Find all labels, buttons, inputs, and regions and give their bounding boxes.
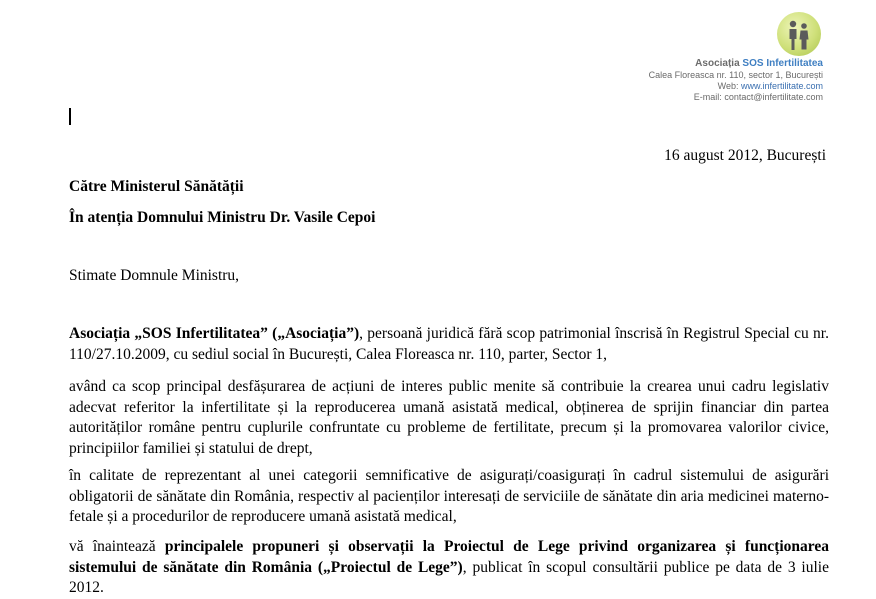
letter-date: 16 august 2012, București <box>664 147 826 164</box>
recipient-line: Către Ministerul Sănătății <box>69 178 244 195</box>
paragraph-3: în calitate de reprezentant al unei categorii semnificative de asigurați/coasigurați în cadrul sistemului de asigurări obligatorii de sănătate din România, respectiv al pacienților interesați de serviciile de sănătate din aria medicinei materno-fetale și a procedurilor de reproducere umană asistată medical, <box>69 467 829 525</box>
org-email: E-mail: contact@infertilitate.com <box>693 92 823 102</box>
text-cursor <box>69 108 71 125</box>
paragraph-1: Asociația „SOS Infertilitatea” („Asociația”), persoană juridică fără scop patrimonial înscrisă în Registrul Special cu nr. 110/27.10.2009, cu sediul social în București, Calea Floreasca nr. 110, parter, Sector 1, <box>69 325 829 363</box>
letterhead <box>573 12 823 104</box>
org-web: Web: www.infertilitate.com <box>717 81 823 91</box>
org-name: Asociația SOS Infertilitatea <box>695 58 823 69</box>
attention-line: În atenția Domnului Ministru Dr. Vasile Cepoi <box>69 209 376 226</box>
paragraph-2: având ca scop principal desfășurarea de acțiuni de interes public menite să contribuie la crearea unui cadru legislativ adecvat referitor la infertilitate și la reproducerea umană asistată medical, obținerea de sprijin financiar din partea autorităților române pentru cuplurile confruntate cu probleme de fertilitate, precum și la promovarea valorilor civice, principiilor familiei și statului de drept, <box>69 378 829 457</box>
org-address: Calea Floreasca nr. 110, sector 1, București <box>648 70 823 80</box>
email-link[interactable]: contact@infertilitate.com <box>724 92 823 102</box>
paragraph-4: vă înaintează principalele propuneri și observații la Proiectul de Lege privind organizarea și funcționarea sistemului de sănătate din România („Proiectul de Lege”), publicat în scopul consultării publice pe data de 3 iulie 2012. <box>69 538 830 596</box>
salutation: Stimate Domnule Ministru, <box>69 267 240 284</box>
web-link[interactable]: www.infertilitate.com <box>740 81 823 91</box>
logo-family-icon <box>777 12 821 56</box>
